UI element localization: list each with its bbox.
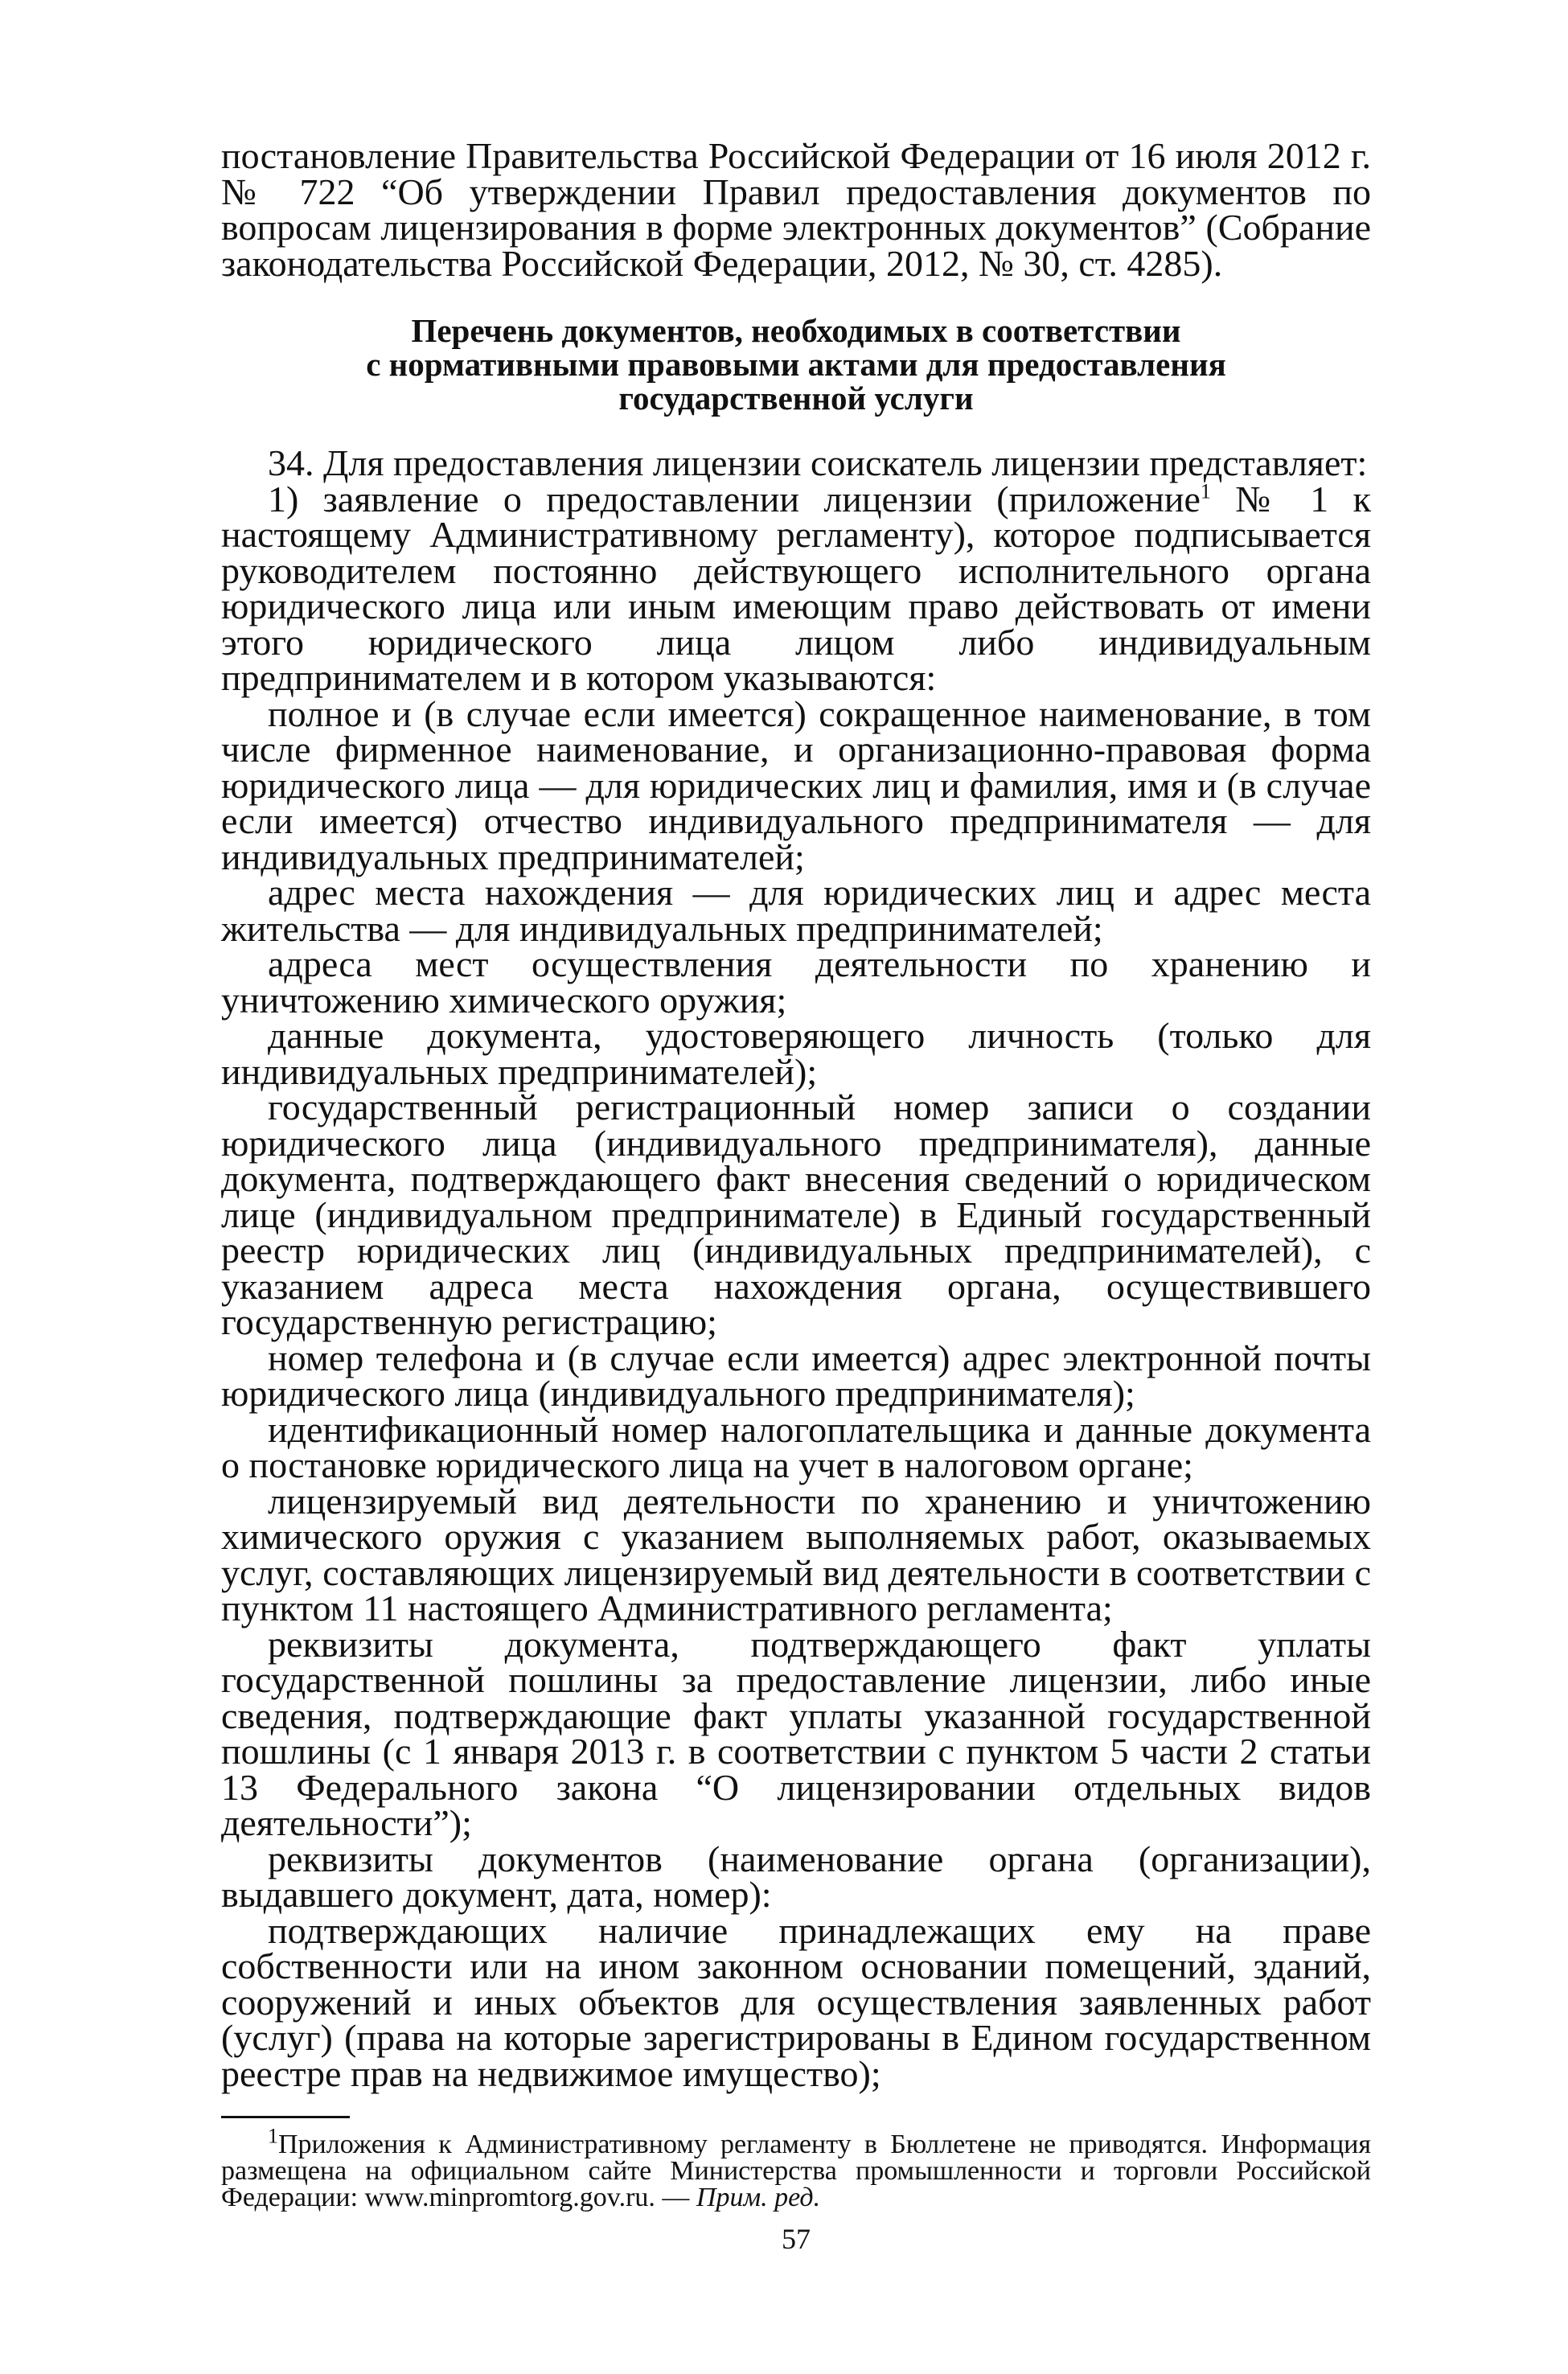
page-number: 57 <box>782 2223 811 2255</box>
heading-line-1: Перечень документов, необходимых в соответствии <box>411 312 1181 349</box>
item-1 <box>221 478 1371 698</box>
item-1-text-a: 1) заявление о предоставлении лицензии (приложение <box>268 478 1201 520</box>
list-item: номер телефона и (в случае если имеется) адрес электронной почты юридического лица (индивидуального предпринимателя); <box>221 1337 1371 1414</box>
item-1-text-b: № 1 к настоящему Административному регламенту), которое подписывается руководителем постоянно действующего исполнительного органа юридического лица или иным имеющим право действовать от имени этого юридического лица лицом либо индивидуальным предпринимателем и в котором указываются: <box>221 478 1371 698</box>
list-item: реквизиты документов (наименование органа (организации), выдавшего документ, дата, номер): <box>221 1838 1371 1915</box>
list-item: данные документа, удостоверяющего личность (только для индивидуальных предпринимателей); <box>221 1015 1371 1092</box>
footnote-mark: 1 <box>268 2124 278 2148</box>
list-item: адреса мест осуществления деятельности по хранению и уничтожению химического оружия; <box>221 943 1371 1021</box>
list-item: подтверждающих наличие принадлежащих ему на праве собственности или на ином законном основании помещений, зданий, сооружений и иных объектов для осуществления заявленных работ (услуг) (права на которые зарегистрированы в Едином государственном реестре прав на недвижимое имущество); <box>221 1909 1371 2094</box>
intro-paragraph: постановление Правительства Российской Федерации от 16 июля 2012 г. № 722 “Об утверждении Правил предоставления документов по вопросам лицензирования в форме электронных документов” (Собрание законодательства Российской Федерации, 2012, № 30, ст. 4285). <box>221 135 1371 284</box>
list-item: реквизиты документа, подтверждающего факт уплаты государственной пошлины за предоставление лицензии, либо иные сведения, подтверждающие факт уплаты указанной государственной пошлины (с 1 января 2013 г. в соответствии с пунктом 5 части 2 статьи 13 Федерального закона “О лицензировании отдельных видов деятельности”); <box>221 1623 1371 1843</box>
section-heading <box>221 314 1371 415</box>
footnote-ref: 1 <box>1200 479 1211 503</box>
paragraph-34: 34. Для предоставления лицензии соискатель лицензии представляет: <box>268 442 1368 483</box>
list-item: адрес места нахождения — для юридических лиц и адрес места жительства — для индивидуальных предпринимателей; <box>221 872 1371 949</box>
heading-line-3: государственной услуги <box>618 380 974 417</box>
list-item: полное и (в случае если имеется) сокращенное наименование, в том числе фирменное наименование, и организационно-правовая форма юридического лица — для юридических лиц и фамилия, имя и (в случае если имеется) отчество индивидуального предпринимателя — для индивидуальных предпринимателей; <box>221 692 1371 877</box>
footnote-text: Приложения к Административному регламенту в Бюллетене не приводятся. Информация размещена на официальном сайте Министерства промышленности и торговли Российской Федерации: www.minpromtorg.gov.ru. — <box>221 2130 1371 2212</box>
list-item: государственный регистрационный номер записи о создании юридического лица (индивидуального предпринимателя), данные документа, подтверждающего факт внесения сведений о юридическом лице (индивидуальном предпринимателе) в Единый государственный реестр юридических лиц (индивидуальных предпринимателей), с указанием адреса места нахождения органа, осуществившего государственную регистрацию; <box>221 1086 1371 1342</box>
heading-line-2: с нормативными правовыми актами для предоставления <box>366 346 1226 383</box>
footnote-divider <box>221 2116 350 2118</box>
footnote-editor-note: Прим. ред. <box>696 2183 821 2212</box>
document-page <box>221 135 1371 2256</box>
list-item: идентификационный номер налогоплательщика и данные документа о постановке юридического лица на учет в налоговом органе; <box>221 1408 1371 1485</box>
list-item: лицензируемый вид деятельности по хранению и уничтожению химического оружия с указанием выполняемых работ, оказываемых услуг, составляющих лицензируемый вид деятельности в соответствии с пунктом 11 настоящего Административного регламента; <box>221 1480 1371 1629</box>
footnote <box>221 2124 1371 2212</box>
